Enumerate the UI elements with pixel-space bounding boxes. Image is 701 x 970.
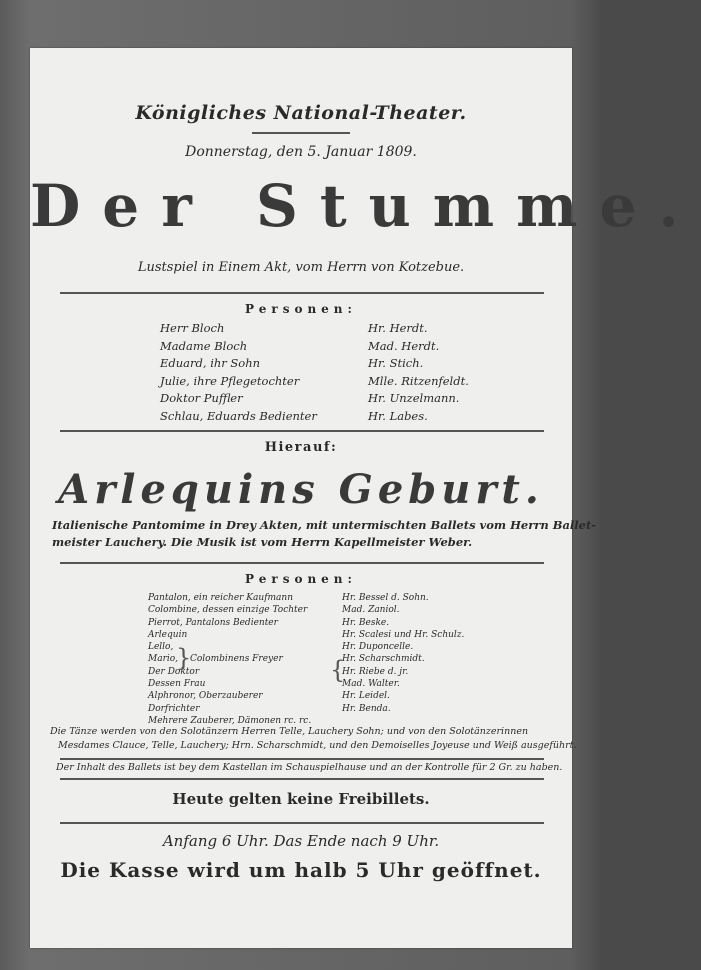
cast-actors bbox=[368, 320, 469, 425]
personen-heading: Personen: bbox=[245, 302, 357, 316]
divider bbox=[252, 132, 350, 134]
play-subtitle-stumme: Lustspiel in Einem Akt, vom Herrn von Kotzebue. bbox=[137, 260, 465, 275]
cast-role: Eduard, ihr Sohn bbox=[160, 356, 261, 370]
divider bbox=[60, 778, 544, 780]
cast-role: Madame Bloch bbox=[160, 338, 248, 353]
cast-role: Arlequin bbox=[148, 629, 188, 640]
personen-heading-2: Personen: bbox=[245, 572, 357, 586]
cast-role: Alphronor, Oberzauberer bbox=[148, 691, 263, 702]
hierauf-label: Hierauf: bbox=[264, 440, 338, 455]
cast-actor: Mad. Zaniol. bbox=[342, 605, 400, 616]
cast-actor: Hr. Bessel d. Sohn. bbox=[342, 593, 429, 603]
cast-role: Julie, ihre Pflegetochter bbox=[160, 373, 300, 388]
cast-actor: Hr. Labes. bbox=[368, 408, 428, 423]
divider bbox=[60, 292, 544, 294]
cast-role: Herr Bloch bbox=[160, 321, 225, 335]
divider bbox=[60, 822, 544, 824]
play-description-line1: Italienische Pantomime in Drey Akten, mit untermischten Ballets vom Herrn Ballet- bbox=[52, 518, 597, 532]
cast-actor: Hr. Leidel. bbox=[342, 691, 390, 702]
theater-name: Königliches National-Theater. bbox=[135, 102, 467, 124]
play-title-stumme: Der Stumme. bbox=[30, 172, 701, 240]
playbill-sheet bbox=[30, 48, 701, 948]
dance-credits-line1: Die Tänze werden von den Solotänzern Herren Telle, Lauchery Sohn; und von den Solotänzerinnen bbox=[50, 726, 529, 737]
box-office-notice: Die Kasse wird um halb 5 Uhr geöffnet. bbox=[60, 858, 542, 882]
cast-roles bbox=[160, 320, 317, 425]
performance-date: Donnerstag, den 5. Januar 1809. bbox=[185, 144, 417, 160]
divider bbox=[60, 562, 544, 564]
cast-role: Pantalon, ein reicher Kaufmann bbox=[148, 593, 294, 603]
cast-actor: Hr. Scalesi und Hr. Schulz. bbox=[342, 629, 465, 640]
cast-actor: Hr. Duponcelle. bbox=[342, 642, 414, 653]
cast-role: Colombine, dessen einzige Tochter bbox=[148, 605, 308, 616]
cast-role: Mehrere Zauberer, Dämonen rc. rc. bbox=[148, 715, 312, 726]
brace: { bbox=[330, 656, 346, 684]
divider bbox=[60, 758, 544, 760]
cast-actor: Hr. Stich. bbox=[368, 356, 424, 370]
cast-actor: Mad. Herdt. bbox=[368, 338, 440, 353]
cast-role: Der Doktor bbox=[148, 666, 200, 677]
brace: } bbox=[176, 644, 192, 672]
divider bbox=[60, 430, 544, 432]
cast-actor: Hr. Herdt. bbox=[368, 321, 428, 335]
cast-actor: Hr. Benda. bbox=[342, 703, 391, 714]
ballet-notice: Der Inhalt des Ballets ist bey dem Kastellan im Schauspielhause und an der Kontrolle für 2 Gr. zu haben. bbox=[56, 762, 563, 773]
play-description-line2: meister Lauchery. Die Musik ist vom Herrn Kapellmeister Weber. bbox=[52, 535, 473, 549]
cast-role: Mario, bbox=[148, 654, 179, 665]
cast-role: Dessen Frau bbox=[148, 679, 206, 690]
cast-actor: Hr. Beske. bbox=[342, 617, 390, 628]
cast-role: Doktor Puffler bbox=[160, 391, 243, 405]
cast-actor: Mlle. Ritzenfeldt. bbox=[368, 373, 469, 388]
start-end-times: Anfang 6 Uhr. Das Ende nach 9 Uhr. bbox=[162, 832, 440, 850]
cast-role: Dorfrichter bbox=[148, 703, 200, 714]
cast-actor: Mad. Walter. bbox=[342, 679, 400, 690]
cast-actor: Hr. Scharschmidt. bbox=[342, 654, 425, 665]
cast-actor: Hr. Riebe d. jr. bbox=[342, 666, 409, 677]
brace-label: Colombinens Freyer bbox=[190, 654, 283, 664]
cast-role: Pierrot, Pantalons Bedienter bbox=[148, 617, 278, 628]
dance-credits-line2: Mesdames Clauce, Telle, Lauchery; Hrn. Scharschmidt, und den Demoiselles Joyeuse und Weiß ausgeführt. bbox=[58, 740, 577, 751]
cast-role: Lello, bbox=[148, 642, 174, 653]
freibillets-notice: Heute gelten keine Freibillets. bbox=[172, 790, 430, 808]
cast-actor: Hr. Unzelmann. bbox=[368, 391, 460, 405]
cast2-actors bbox=[342, 592, 464, 715]
play-title-arlequin: Arlequins Geburt. bbox=[58, 466, 544, 513]
cast-role: Schlau, Eduards Bedienter bbox=[160, 408, 317, 423]
